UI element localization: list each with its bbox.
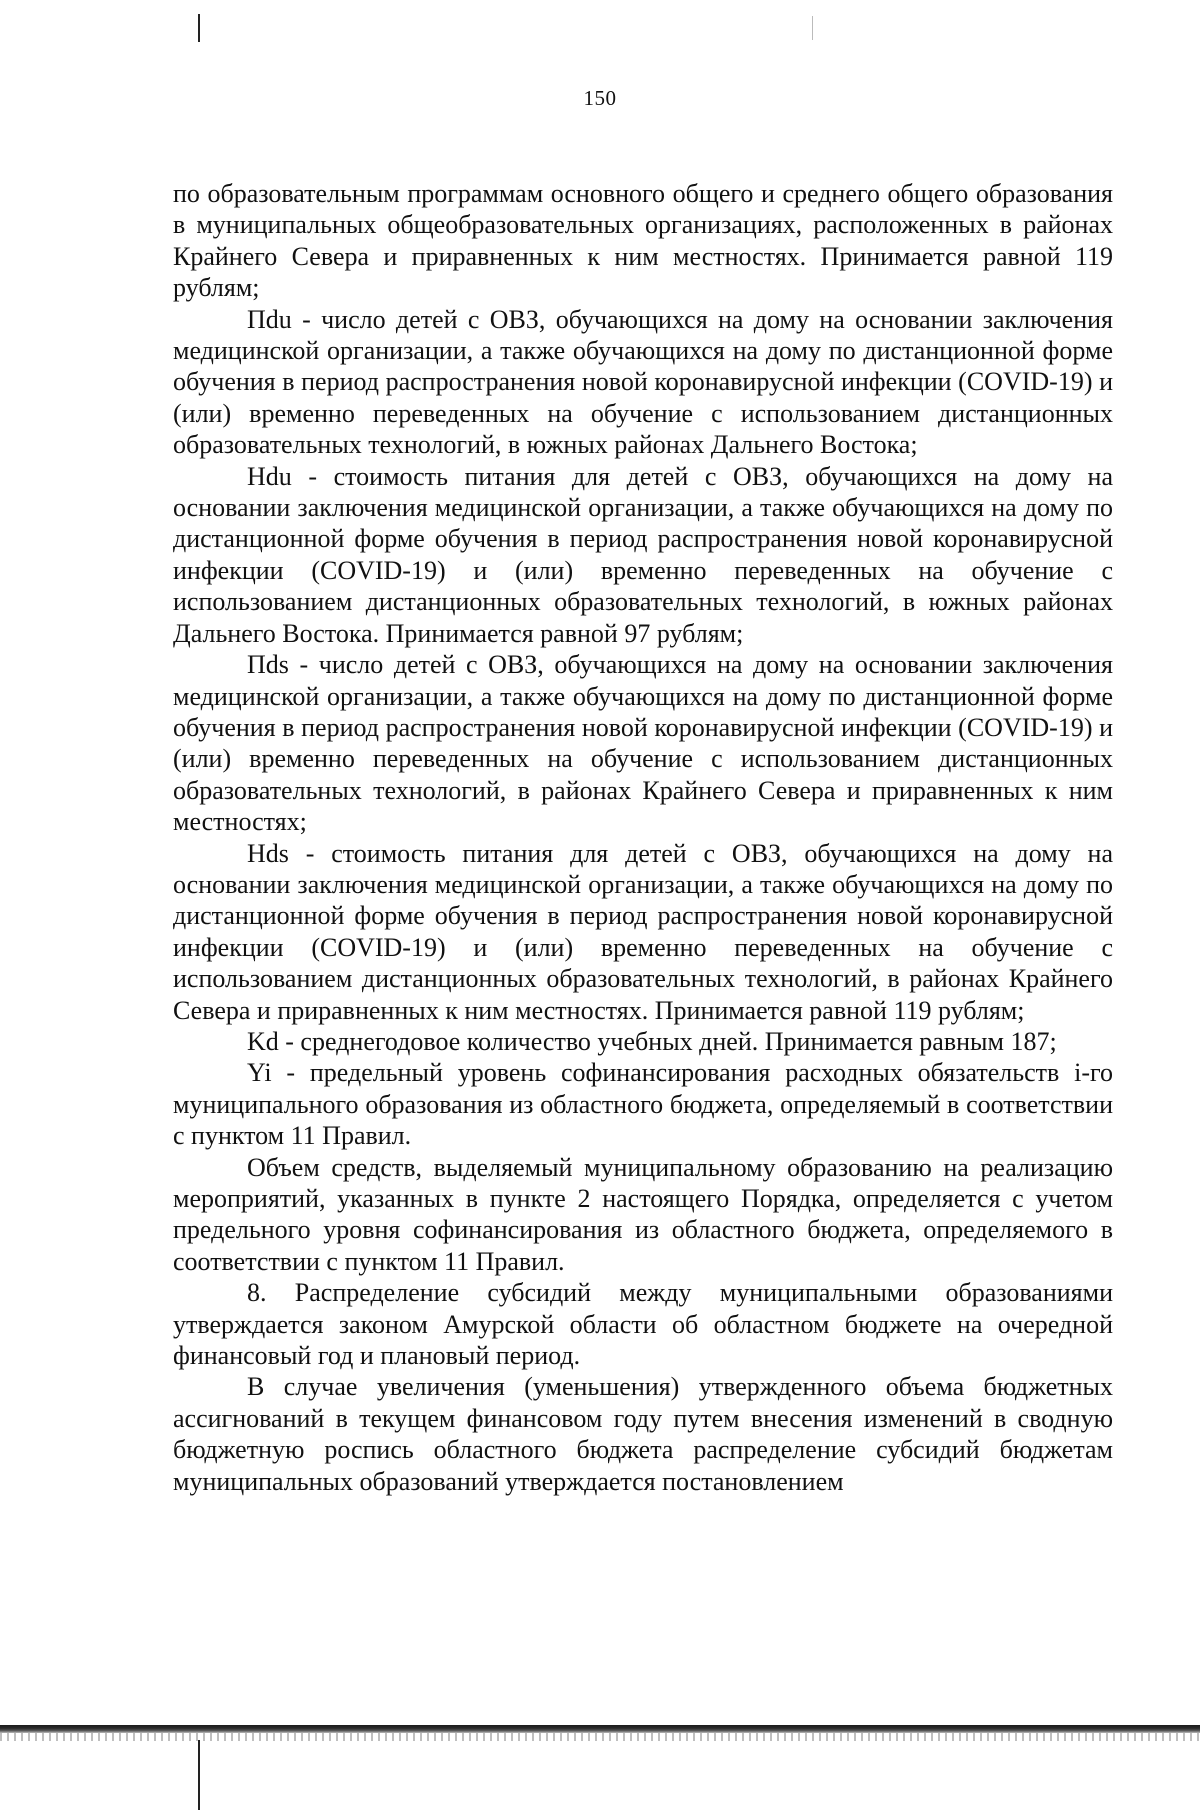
scan-artifact-bottom-noise: [0, 1733, 1200, 1741]
paragraph: Hdu - стоимость питания для детей с ОВЗ, обучающихся на дому на основании заключения медицинской организации, а также обучающихся на дому по дистанционной форме обучения в период распространения новой коронавирусной инфекции (COVID-19) и (или) временно переведенных на обучение с использованием дистанционных образовательных технологий, в южных районах Дальнего Востока. Принимается равной 97 рублям;: [173, 461, 1113, 648]
paragraph: 8. Распределение субсидий между муниципальными образованиями утверждается законом Амурской области об областном бюджете на очередной финансовый год и плановый период.: [173, 1278, 1113, 1371]
paragraph: Пds - число детей с ОВЗ, обучающихся на дому на основании заключения медицинской организации, а также обучающихся на дому по дистанционной форме обучения в период распространения новой коронавирусной инфекции (COVID-19) и (или) временно переведенных на обучение с использованием дистанционных образовательных технологий, в районах Крайнего Севера и приравненных к ним местностях;: [173, 650, 1113, 837]
paragraph: Hds - стоимость питания для детей с ОВЗ, обучающихся на дому на основании заключения медицинской организации, а также обучающихся на дому по дистанционной форме обучения в период распространения новой коронавирусной инфекции (COVID-19) и (или) временно переведенных на обучение с использованием дистанционных образовательных технологий, в районах Крайнего Севера и приравненных к ним местностях. Принимается равной 119 рублям;: [173, 838, 1113, 1025]
paragraph: Объем средств, выделяемый муниципальному образованию на реализацию мероприятий, указанных в пункте 2 настоящего Порядка, определяется с учетом предельного уровня софинансирования из областного бюджета, определяемого в соответствии с пунктом 11 Правил.: [173, 1152, 1113, 1276]
page-number: 150: [583, 86, 617, 110]
paragraph: Пdu - число детей с ОВЗ, обучающихся на дому на основании заключения медицинской организации, а также обучающихся на дому по дистанционной форме обучения в период распространения новой коронавирусной инфекции (COVID-19) и (или) временно переведенных на обучение с использованием дистанционных образовательных технологий, в южных районах Дальнего Востока;: [173, 304, 1113, 460]
paragraph: по образовательным программам основного общего и среднего общего образования в муниципальных общеобразовательных организациях, расположенных в районах Крайнего Севера и приравненных к ним местностях. Принимается равной 119 рублям;: [173, 179, 1113, 303]
paragraph: В случае увеличения (уменьшения) утвержденного объема бюджетных ассигнований в текущем финансовом году путем внесения изменений в сводную бюджетную роспись областного бюджета распределение субсидий бюджетам муниципальных образований утверждается постановлением: [173, 1372, 1113, 1496]
document-body: [173, 178, 1113, 1497]
paragraph: Kd - среднегодовое количество учебных дней. Принимается равным 187;: [247, 1026, 1057, 1056]
scan-artifact-top-faint: [812, 16, 813, 40]
scan-artifact-top: [198, 14, 200, 42]
scan-artifact-bottom-bar: [0, 1725, 1200, 1733]
paragraph: Yi - предельный уровень софинансирования расходных обязательств i-го муниципального образования из областного бюджета, определяемый в соответствии с пунктом 11 Правил.: [173, 1058, 1113, 1151]
scan-artifact-bottom-mark: [198, 1740, 200, 1810]
